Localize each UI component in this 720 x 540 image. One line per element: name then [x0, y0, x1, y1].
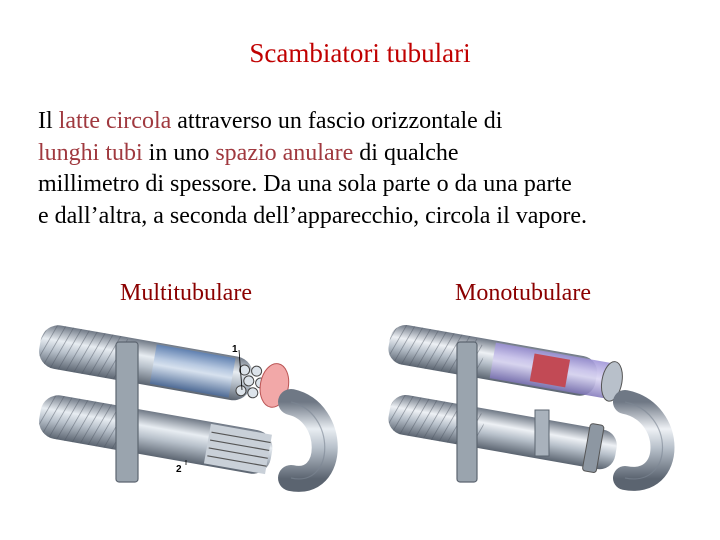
callout-1: 1 — [232, 344, 238, 355]
highlight-spazio-anulare: spazio anulare — [215, 139, 354, 166]
paragraph-line-1 — [38, 106, 708, 138]
paragraph-line-2 — [38, 138, 708, 170]
callout-2: 2 — [176, 464, 182, 475]
text-segment: in uno — [142, 139, 216, 166]
text-segment: attraverso un fascio orizzontale di — [171, 108, 503, 134]
text-segment: Il — [38, 108, 59, 134]
text-segment: di qualche — [353, 139, 459, 166]
monotubular-exchanger-illustration — [385, 320, 685, 530]
label-monotubulare: Monotubulare — [455, 280, 591, 306]
highlight-lunghi-tubi: lunghi tubi — [38, 139, 143, 166]
multitubular-exchanger-illustration — [36, 320, 346, 530]
slide-title: Scambiatori tubulari — [249, 38, 471, 68]
paragraph-line-4: e dall’altra, a seconda dell’apparecchio, circola il vapore. — [38, 202, 588, 229]
highlight-latte-circola: latte circola — [58, 108, 172, 134]
description-paragraph — [38, 106, 708, 232]
paragraph-line-3: millimetro di spessore. Da una sola parte o da una parte — [38, 171, 572, 197]
label-multitubulare: Multitubulare — [120, 280, 252, 306]
